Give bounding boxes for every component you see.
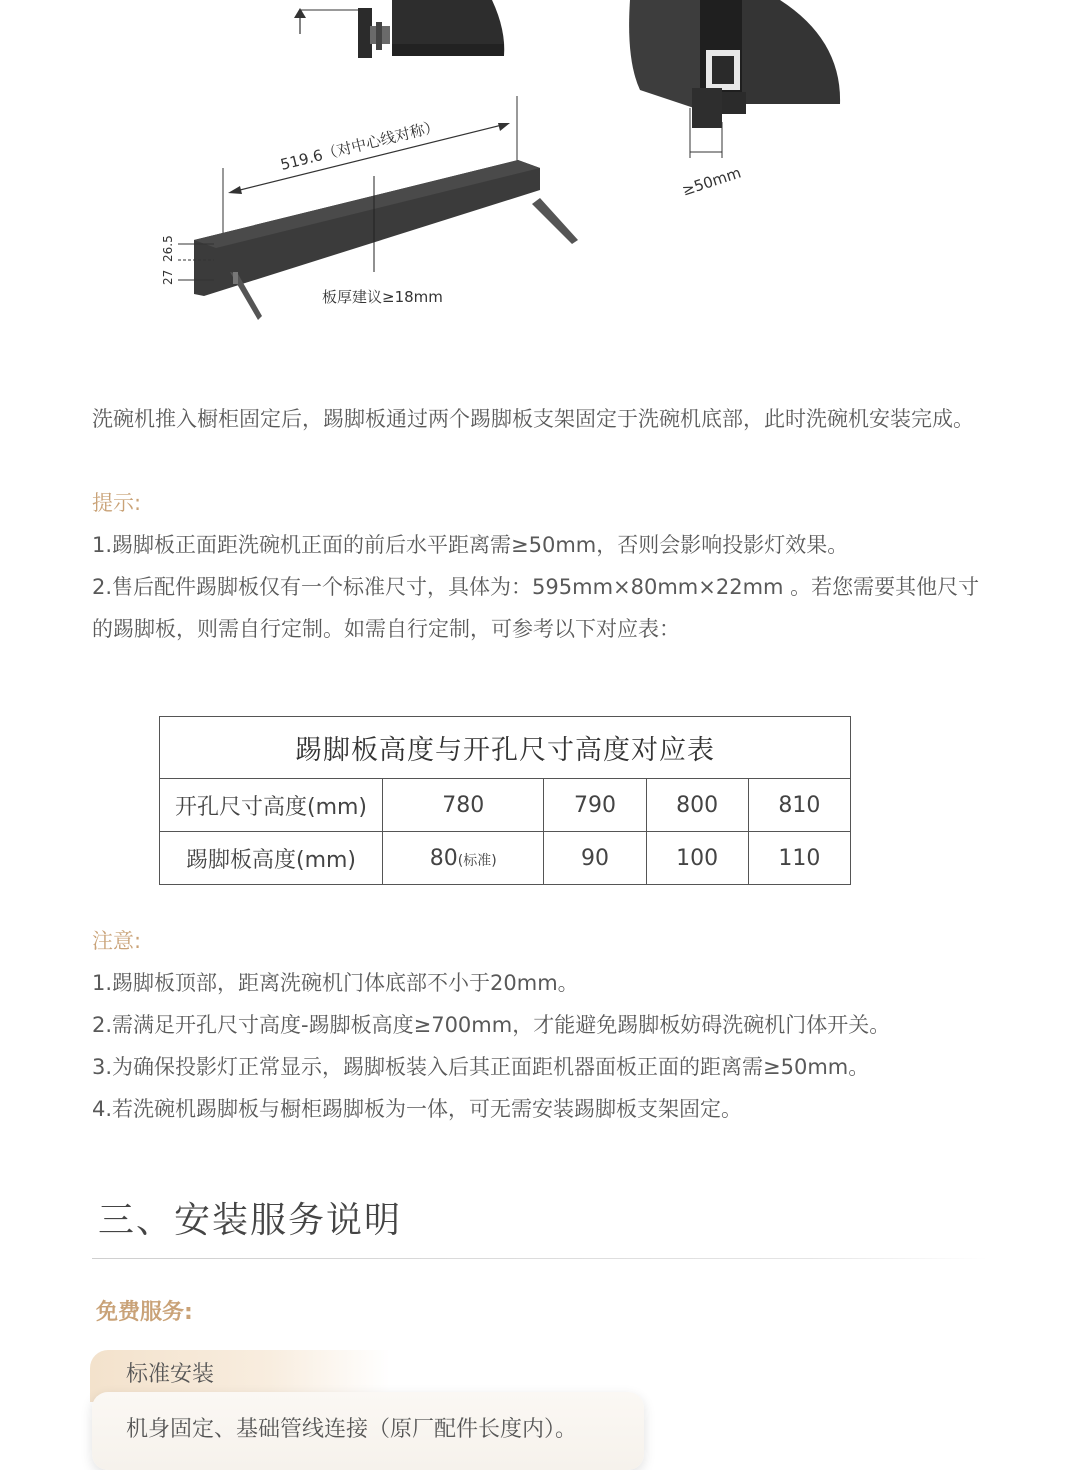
height-dimension-a: 27	[161, 269, 175, 285]
kickboard-diagram	[161, 96, 578, 320]
table-cell: 100	[646, 832, 748, 885]
section-title: 三、安装服务说明	[98, 1200, 403, 1241]
table-cell: 790	[544, 779, 646, 832]
table-title: 踢脚板高度与开孔尺寸高度对应表	[160, 717, 851, 779]
row-label-kickboard-height: 踢脚板高度(mm)	[160, 832, 383, 885]
standard-note: (标准)	[457, 852, 497, 869]
service-tab-label: 标准安装	[126, 1362, 215, 1387]
note-item-1: 1.踢脚板顶部，距离洗碗机门体底部不小于20mm。	[92, 971, 579, 995]
table-cell	[383, 832, 544, 885]
tips-heading: 提示:	[92, 491, 142, 515]
note-item-2: 2.需满足开孔尺寸高度-踢脚板高度≥700mm，才能避免踢脚板妨碍洗碗机门体开关。	[92, 1013, 891, 1037]
table-cell: 780	[383, 779, 544, 832]
service-body	[92, 1392, 644, 1470]
tip-item-2: 2.售后配件踢脚板仅有一个标准尺寸，具体为：595mm×80mm×22mm 。若您需要其他尺寸的踢脚板，则需自行定制。如需自行定制，可参考以下对应表：	[92, 575, 980, 641]
service-card	[90, 1350, 650, 1470]
note-item-3: 3.为确保投影灯正常显示，踢脚板装入后其正面距机器面板正面的距离需≥50mm。	[92, 1055, 870, 1079]
tip-item-1: 1.踢脚板正面距洗碗机正面的前后水平距离需≥50mm，否则会影响投影灯效果。	[92, 533, 849, 557]
table-cell: 800	[646, 779, 748, 832]
table-cell: 90	[544, 832, 646, 885]
notes-heading: 注意:	[92, 929, 142, 953]
standard-value: 80	[429, 845, 458, 871]
thickness-label: 板厚建议≥18mm	[322, 288, 443, 306]
row-label-cutout-height: 开孔尺寸高度(mm)	[160, 779, 383, 832]
note-item-4: 4.若洗碗机踢脚板与橱柜踢脚板为一体，可无需安装踢脚板支架固定。	[92, 1097, 743, 1121]
height-dimension-b: 26.5	[161, 235, 175, 262]
table-row	[160, 779, 851, 832]
size-correspondence-table	[159, 716, 851, 885]
service-description: 机身固定、基础管线连接（原厂配件长度内）。	[126, 1417, 578, 1442]
table-cell: 810	[748, 779, 850, 832]
machine-corner-detail-image	[629, 0, 840, 199]
width-dimension-label: 519.6（对中心线对称）	[278, 116, 442, 174]
section-divider	[92, 1258, 988, 1259]
bracket-detail-image	[294, 0, 504, 58]
free-service-label: 免费服务:	[96, 1300, 193, 1325]
table-row	[160, 832, 851, 885]
table-cell: 110	[748, 832, 850, 885]
gap-label: ≥50mm	[679, 163, 744, 200]
kickboard-installation-illustration	[0, 0, 1080, 340]
intro-paragraph: 洗碗机推入橱柜固定后，踢脚板通过两个踢脚板支架固定于洗碗机底部，此时洗碗机安装完成。	[92, 407, 974, 431]
